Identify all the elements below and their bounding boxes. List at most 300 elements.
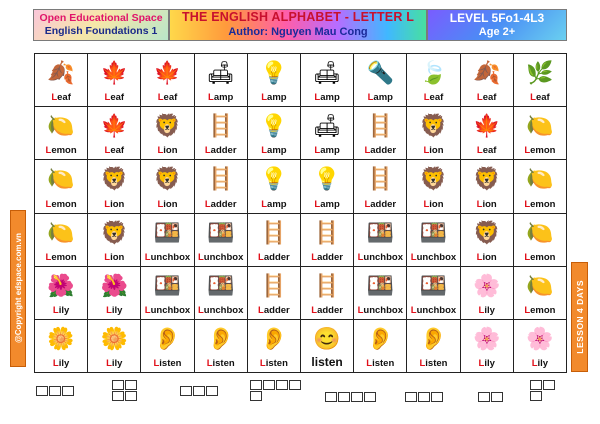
- thumbnail-cell: [338, 392, 350, 402]
- flashcard-first-letter: L: [314, 145, 321, 157]
- flashcard-cell[interactable]: [35, 54, 88, 107]
- flashcard-word: [261, 92, 286, 103]
- flashcard-first-letter: L: [197, 304, 204, 316]
- leaf-icon: 🍃: [419, 60, 448, 85]
- flashcard-cell[interactable]: [407, 267, 460, 320]
- flashcard-word-rest: ion: [429, 145, 444, 157]
- flashcard-cell[interactable]: [514, 54, 567, 107]
- lunchbox-icon: 🍱: [419, 219, 448, 245]
- flashcard-word-rest: adder: [210, 198, 237, 210]
- flashcard-cell[interactable]: [461, 214, 514, 267]
- flashcard-cell[interactable]: [141, 160, 194, 213]
- thumbnail-preview-6[interactable]: [405, 392, 447, 402]
- flashcard-word: [46, 199, 77, 210]
- flashcard-cell[interactable]: [141, 54, 194, 107]
- flashcard-word-rest: amp: [320, 92, 340, 104]
- listen-icon: 👂: [260, 325, 288, 351]
- flashcard-word-rest: amp: [373, 92, 393, 104]
- flashcard-word-rest: ily: [484, 358, 495, 369]
- flashcard-cell[interactable]: [514, 107, 567, 160]
- flashcard-word: [51, 92, 71, 103]
- flashcard-word: [524, 252, 555, 263]
- flashcard-word-rest: ion: [163, 145, 178, 157]
- flashcard-first-letter: L: [258, 304, 264, 316]
- lily-icon: 🌺: [100, 272, 128, 298]
- flashcard-word: [423, 199, 443, 210]
- flashcard-first-letter: L: [478, 304, 485, 316]
- lesson-tab: [571, 262, 588, 372]
- flashcard-first-letter: L: [524, 145, 531, 157]
- flashcard-cell[interactable]: [248, 214, 301, 267]
- flashcard-cell[interactable]: [195, 267, 248, 320]
- flashcard-cell[interactable]: [248, 160, 301, 213]
- flashcard-word: [46, 252, 77, 263]
- flashcard-cell[interactable]: [354, 54, 407, 107]
- flashcard-cell[interactable]: [195, 214, 248, 267]
- flashcard-word: [145, 252, 190, 263]
- flashcard-word: [479, 305, 495, 316]
- flashcard-cell[interactable]: [514, 214, 567, 267]
- flashcard-word-rest: amp: [267, 92, 287, 104]
- leaf-icon: 🍁: [472, 113, 501, 139]
- thumbnail-cell: [431, 392, 443, 402]
- listen-icon: 👂: [366, 325, 394, 351]
- lesson-text: LESSON 4 DAYS: [574, 280, 585, 354]
- header-left-panel: [33, 9, 169, 41]
- lily-icon: 🌼: [47, 325, 75, 351]
- flashcard-cell[interactable]: [248, 54, 301, 107]
- flashcard-first-letter: L: [104, 251, 111, 263]
- flashcard-word-rest: ion: [482, 198, 497, 210]
- header-title-panel: [169, 9, 427, 41]
- flashcard-cell[interactable]: [88, 54, 141, 107]
- lamp-icon: 💡: [260, 113, 288, 139]
- flashcard-cell[interactable]: [88, 160, 141, 213]
- flashcard-cell[interactable]: [407, 54, 460, 107]
- flashcard-first-letter: L: [157, 92, 164, 104]
- thumbnail-preview-7[interactable]: [478, 392, 506, 402]
- flashcard-cell[interactable]: [461, 160, 514, 213]
- flashcard-word-rest: ion: [110, 198, 125, 210]
- flashcard-cell[interactable]: [354, 107, 407, 160]
- flashcard-cell[interactable]: [407, 107, 460, 160]
- flashcard-word: [260, 358, 288, 369]
- flashcard-cell[interactable]: [88, 267, 141, 320]
- lunchbox-icon: 🍱: [206, 219, 235, 245]
- thumbnail-cell: [62, 386, 74, 396]
- flashcard-word: [524, 305, 555, 316]
- flashcard-first-letter: L: [423, 198, 430, 210]
- flashcard-word-rest: unchbox: [203, 251, 244, 263]
- flashcard-first-letter: L: [204, 198, 211, 210]
- flashcard-word: [157, 145, 177, 156]
- lamp-icon: 💡: [313, 166, 341, 192]
- flashcard-word-rest: isten: [159, 358, 182, 369]
- lamp-icon: 🔦: [366, 60, 394, 85]
- flashcard-cell[interactable]: [248, 267, 301, 320]
- page-title: THE ENGLISH ALPHABET - LETTER L: [181, 10, 415, 24]
- flashcard-word: [208, 92, 233, 103]
- lamp-icon: 💡: [260, 166, 288, 192]
- flashcard-word: [261, 199, 286, 210]
- flashcard-word-rest: eaf: [57, 92, 71, 104]
- flashcard-first-letter: L: [157, 198, 164, 210]
- flashcard-cell[interactable]: [195, 54, 248, 107]
- flashcard-word: [524, 199, 555, 210]
- flashcard-word-rest: ily: [111, 358, 123, 369]
- thumbnail-cell: [530, 380, 542, 390]
- flashcard-first-letter: L: [311, 251, 318, 263]
- ladder-icon: 🪜: [366, 166, 394, 192]
- flashcard-word: [258, 305, 290, 316]
- ladder-icon: 🪜: [260, 219, 288, 245]
- flashcard-word: [411, 305, 456, 316]
- flashcard-first-letter: L: [208, 92, 214, 104]
- flashcard-word-rest: isten: [425, 358, 448, 369]
- flashcard-word: [358, 305, 403, 316]
- leaf-icon: 🍁: [153, 60, 182, 85]
- flashcard-word: [368, 92, 393, 103]
- thumbnail-cell: [364, 392, 376, 402]
- flashcard-word-rest: adder: [370, 145, 397, 157]
- flashcard-word-rest: eaf: [482, 92, 497, 104]
- flashcard-word-rest: unchbox: [416, 251, 457, 263]
- ladder-icon: 🪜: [366, 113, 394, 139]
- flashcard-word: [105, 92, 125, 103]
- flashcard-word-rest: adder: [210, 145, 237, 157]
- thumbnail-cell: [250, 391, 262, 401]
- thumbnail-cell: [325, 392, 337, 402]
- lion-icon: 🦁: [419, 113, 448, 139]
- flashcard-word: [46, 145, 77, 156]
- flashcard-cell[interactable]: [301, 160, 354, 213]
- lemon-icon: 🍋: [526, 166, 554, 192]
- lunchbox-icon: 🍱: [206, 272, 235, 298]
- thumbnail-cell: [206, 386, 218, 396]
- flashcard-first-letter: L: [476, 92, 483, 104]
- flashcard-word-rest: adder: [317, 304, 343, 316]
- thumbnail-cell: [530, 391, 542, 401]
- flashcard-cell[interactable]: [248, 320, 301, 373]
- flashcard-word: [198, 305, 243, 316]
- flashcard-cell[interactable]: [88, 320, 141, 373]
- flashcard-cell[interactable]: [407, 214, 460, 267]
- flashcard-word-rest: ion: [110, 251, 125, 263]
- flashcard-cell[interactable]: [141, 320, 194, 373]
- flashcard-first-letter: L: [153, 358, 160, 369]
- flashcard-word: [153, 358, 181, 369]
- flashcard-first-letter: L: [476, 251, 483, 263]
- flashcard-cell[interactable]: [141, 214, 194, 267]
- thumbnail-cell: [112, 391, 124, 401]
- copyright-tab: [10, 210, 26, 367]
- flashcard-first-letter: L: [45, 145, 52, 157]
- listen-icon: 👂: [419, 325, 448, 351]
- lion-icon: 🦁: [419, 166, 448, 192]
- flashcard-cell[interactable]: [354, 267, 407, 320]
- lunchbox-icon: 🍱: [153, 219, 182, 245]
- flashcard-word-rest: adder: [370, 198, 397, 210]
- flashcard-word-text: listen: [311, 355, 343, 369]
- flashcard-cell[interactable]: [35, 320, 88, 373]
- lamp-icon: 💡: [260, 60, 288, 85]
- flashcard-word-rest: ion: [482, 251, 497, 263]
- flashcard-cell[interactable]: [461, 320, 514, 373]
- flashcard-word: [524, 145, 555, 156]
- flashcard-cell[interactable]: [301, 320, 354, 373]
- flashcard-cell[interactable]: [301, 267, 354, 320]
- flashcard-word-rest: ily: [58, 304, 70, 316]
- flashcard-cell[interactable]: [141, 267, 194, 320]
- flashcard-word: [477, 92, 497, 103]
- leaf-icon: 🍂: [47, 60, 75, 85]
- flashcard-grid: [34, 53, 567, 373]
- flashcard-first-letter: L: [524, 251, 531, 263]
- listen-icon: 👂: [153, 325, 182, 351]
- flashcard-word-rest: eaf: [429, 92, 444, 104]
- flashcard-word: [477, 199, 497, 210]
- flashcard-first-letter: L: [531, 358, 538, 369]
- thumbnail-cell: [36, 386, 48, 396]
- flashcard-cell[interactable]: [514, 320, 567, 373]
- flashcard-word: [364, 145, 396, 156]
- flashcard-cell[interactable]: [514, 267, 567, 320]
- flashcard-cell[interactable]: [141, 107, 194, 160]
- flashcard-cell[interactable]: [407, 160, 460, 213]
- flashcard-word: [419, 358, 447, 369]
- flashcard-word-rest: adder: [317, 251, 343, 263]
- flashcard-cell[interactable]: [354, 160, 407, 213]
- flashcard-first-letter: L: [204, 145, 211, 157]
- flashcard-cell[interactable]: [461, 107, 514, 160]
- flashcard-word: [311, 252, 343, 263]
- flashcard-cell[interactable]: [88, 214, 141, 267]
- level-label: LEVEL 5Fo1-4L3: [449, 11, 545, 25]
- flashcard-first-letter: L: [524, 304, 531, 316]
- flashcard-cell[interactable]: [35, 214, 88, 267]
- flashcard-cell[interactable]: [301, 54, 354, 107]
- flashcard-cell[interactable]: [195, 160, 248, 213]
- thumbnail-preview-8[interactable]: [530, 380, 558, 401]
- flashcard-cell[interactable]: [195, 320, 248, 373]
- thumbnail-cell: [125, 391, 137, 401]
- flashcard-word-rest: eaf: [110, 145, 125, 157]
- author-line: Author: Nguyen Mau Cong: [228, 26, 368, 38]
- thumbnail-cell: [49, 386, 61, 396]
- thumbnail-cell: [478, 392, 490, 402]
- flashcard-first-letter: L: [478, 358, 485, 369]
- flashcard-word: [530, 92, 550, 103]
- flashcard-word: [207, 358, 235, 369]
- lily-icon: 🌸: [472, 272, 501, 298]
- flashcard-word: [311, 355, 342, 369]
- copyright-text: @Copyright edspace.com.vn: [13, 233, 23, 344]
- listen-icon: 👂: [206, 325, 235, 351]
- flashcard-first-letter: L: [366, 358, 373, 369]
- flashcard-word-rest: adder: [263, 304, 290, 316]
- thumbnail-preview-5[interactable]: [325, 392, 381, 402]
- flashcard-cell[interactable]: [407, 320, 460, 373]
- flashcard-word-rest: amp: [320, 198, 340, 210]
- flashcard-word: [53, 358, 69, 369]
- flashcard-cell[interactable]: [195, 107, 248, 160]
- flashcard-first-letter: L: [261, 198, 268, 210]
- lily-icon: 🌺: [47, 272, 75, 298]
- thumbnail-cell: [405, 392, 417, 402]
- flashcard-word-rest: emon: [530, 198, 556, 210]
- flashcard-word-rest: ily: [58, 358, 70, 369]
- thumbnail-cell: [250, 380, 262, 390]
- thumbnail-cell: [112, 380, 124, 390]
- flashcard-word-rest: unchbox: [363, 304, 403, 316]
- lemon-icon: 🍋: [526, 272, 554, 298]
- flashcard-word: [358, 252, 403, 263]
- flashcard-cell[interactable]: [461, 267, 514, 320]
- flashcard-cell[interactable]: [248, 107, 301, 160]
- flashcard-first-letter: L: [524, 198, 531, 210]
- flashcard-word: [158, 92, 178, 103]
- flashcard-word: [477, 145, 497, 156]
- flashcard-word: [198, 252, 243, 263]
- flashcard-first-letter: L: [104, 92, 111, 104]
- thumbnail-cell: [263, 380, 275, 390]
- flashcard-cell[interactable]: [461, 54, 514, 107]
- header-level-panel: [427, 9, 567, 41]
- flashcard-first-letter: L: [419, 358, 426, 369]
- flashcard-word: [205, 145, 237, 156]
- flashcard-word: [479, 358, 495, 369]
- flashcard-first-letter: L: [530, 92, 536, 104]
- flashcard-word: [53, 305, 69, 316]
- flashcard-word-rest: isten: [212, 358, 235, 369]
- flashcard-word-rest: eaf: [535, 92, 550, 104]
- ladder-icon: 🪜: [313, 219, 341, 245]
- flashcard-first-letter: L: [45, 251, 52, 263]
- flashcard-first-letter: L: [410, 251, 417, 263]
- flashcard-word: [423, 145, 443, 156]
- flashcard-cell[interactable]: [88, 107, 141, 160]
- flashcard-word-rest: eaf: [110, 92, 125, 104]
- flashcard-word: [157, 199, 177, 210]
- thumbnail-cell: [276, 380, 288, 390]
- flashcard-word-rest: emon: [530, 251, 556, 263]
- age-label: Age 2+: [478, 26, 516, 38]
- leaf-icon: 🍂: [472, 60, 501, 85]
- lily-icon: 🌼: [100, 325, 128, 351]
- flashcard-cell[interactable]: [35, 107, 88, 160]
- flashcard-first-letter: L: [157, 145, 164, 157]
- flashcard-word-rest: ion: [429, 198, 444, 210]
- flashcard-first-letter: L: [364, 198, 371, 210]
- flashcard-word: [314, 92, 339, 103]
- flashcard-word-rest: emon: [51, 251, 77, 263]
- flashcard-first-letter: L: [52, 304, 59, 316]
- flashcard-word: [411, 252, 456, 263]
- thumbnail-cell: [543, 380, 555, 390]
- flashcard-first-letter: L: [423, 92, 430, 104]
- flashcard-cell[interactable]: [354, 214, 407, 267]
- thumbnail-preview-4[interactable]: [250, 380, 304, 401]
- flashcard-word: [424, 92, 444, 103]
- flashcard-word-rest: eaf: [482, 145, 497, 157]
- flashcard-word: [314, 199, 339, 210]
- lemon-icon: 🍋: [47, 219, 75, 245]
- flashcard-word: [106, 358, 122, 369]
- lunchbox-icon: 🍱: [419, 272, 448, 298]
- lunchbox-icon: 🍱: [153, 272, 182, 298]
- lion-icon: 🦁: [153, 166, 182, 192]
- leaf-icon: 🍁: [100, 60, 128, 85]
- flashcard-word: [145, 305, 190, 316]
- flashcard-cell[interactable]: [301, 214, 354, 267]
- flashcard-word-rest: unchbox: [416, 304, 457, 316]
- flashcard-word: [311, 305, 343, 316]
- flashcard-cell[interactable]: [35, 267, 88, 320]
- flashcard-word: [477, 252, 497, 263]
- lily-icon: 🌸: [526, 325, 554, 351]
- leaf-icon: 🌿: [526, 60, 554, 85]
- lion-icon: 🦁: [100, 166, 128, 192]
- flashcard-cell[interactable]: [354, 320, 407, 373]
- flashcard-cell[interactable]: [514, 160, 567, 213]
- flashcard-first-letter: L: [206, 358, 213, 369]
- flashcard-word-rest: isten: [372, 358, 395, 369]
- flashcard-word-rest: eaf: [163, 92, 178, 104]
- flashcard-word: [205, 199, 237, 210]
- publisher-name: Open Educational Space: [39, 12, 163, 24]
- flashcard-first-letter: L: [106, 358, 112, 369]
- flashcard-cell[interactable]: [301, 107, 354, 160]
- flashcard-word: [258, 252, 290, 263]
- ladder-icon: 🪜: [206, 113, 235, 139]
- lunchbox-icon: 🍱: [366, 272, 394, 298]
- course-name: English Foundations 1: [44, 25, 158, 37]
- lion-icon: 🦁: [472, 166, 501, 192]
- flashcard-first-letter: L: [45, 198, 52, 210]
- flashcard-first-letter: L: [261, 92, 268, 104]
- flashcard-word: [105, 145, 125, 156]
- flashcard-first-letter: L: [314, 92, 321, 104]
- flashcard-word-rest: amp: [213, 92, 234, 104]
- flashcard-cell[interactable]: [35, 160, 88, 213]
- flashcard-word: [314, 145, 339, 156]
- flashcard-word: [364, 199, 396, 210]
- thumbnail-cell: [193, 386, 205, 396]
- thumbnail-cell: [289, 380, 301, 390]
- flashcard-word-rest: amp: [320, 145, 340, 157]
- lemon-icon: 🍋: [526, 113, 554, 139]
- flashcard-first-letter: L: [314, 198, 321, 210]
- flashcard-word-rest: ion: [163, 198, 178, 210]
- flashcard-first-letter: L: [144, 251, 151, 263]
- thumbnail-preview-2[interactable]: [112, 380, 140, 401]
- flashcard-first-letter: L: [476, 198, 483, 210]
- thumbnail-preview-3[interactable]: [180, 386, 220, 396]
- flashcard-first-letter: L: [364, 145, 371, 157]
- flashcard-word: [104, 252, 124, 263]
- flashcard-word-rest: emon: [530, 145, 556, 157]
- thumbnail-cell: [491, 392, 503, 402]
- flashcard-first-letter: L: [197, 251, 204, 263]
- flashcard-first-letter: L: [357, 304, 364, 316]
- thumbnail-cell: [351, 392, 363, 402]
- flashcard-word: [532, 358, 548, 369]
- thumbnail-preview-1[interactable]: [36, 386, 76, 396]
- flashcard-word-rest: unchbox: [363, 251, 403, 263]
- flashcard-first-letter: L: [259, 358, 266, 369]
- lily-icon: 🌸: [472, 325, 501, 351]
- flashcard-word: [366, 358, 394, 369]
